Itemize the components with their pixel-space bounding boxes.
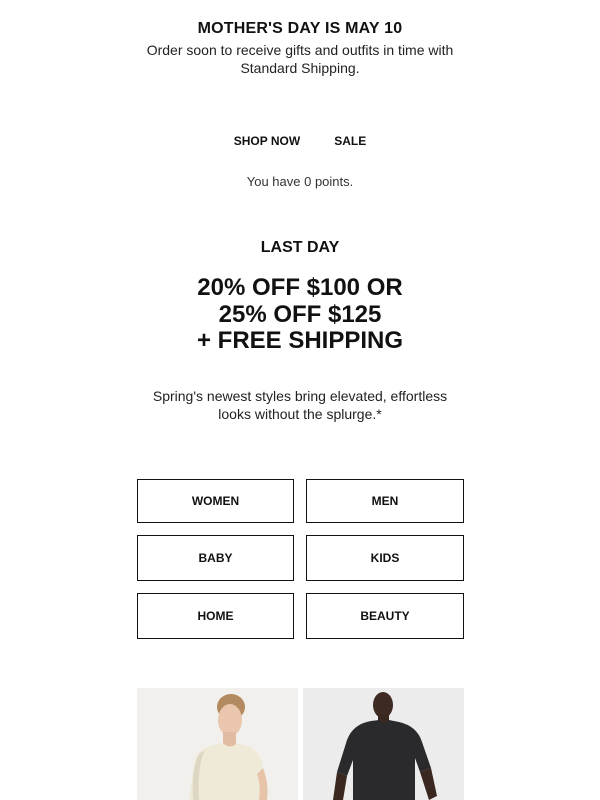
offer-line-3: + FREE SHIPPING <box>196 327 404 354</box>
woman-in-cream-top-image <box>137 688 298 800</box>
offer-line-2: 25% OFF $125 <box>218 300 382 328</box>
mothers-day-subtitle: Order soon to receive gifts and outfits in time with Standard Shipping. <box>146 42 454 76</box>
category-beauty-button[interactable]: BEAUTY <box>306 593 464 639</box>
last-day-label: LAST DAY <box>260 239 340 256</box>
category-baby-button[interactable]: BABY <box>137 535 294 581</box>
sale-link[interactable]: SALE <box>334 134 367 148</box>
top-nav-links <box>0 134 600 148</box>
men-model-photo[interactable] <box>303 688 464 800</box>
points-balance: You have 0 points. <box>246 174 354 189</box>
mothers-day-heading: MOTHER'S DAY IS MAY 10 <box>197 20 403 37</box>
category-men-button[interactable]: MEN <box>306 479 464 523</box>
category-grid <box>137 479 464 639</box>
category-kids-button[interactable]: KIDS <box>306 535 464 581</box>
category-home-button[interactable]: HOME <box>137 593 294 639</box>
offer-line-1: 20% OFF $100 OR <box>197 274 403 301</box>
offer-headline[interactable] <box>0 275 600 355</box>
man-in-black-tee-image <box>303 688 464 800</box>
shop-now-link[interactable]: SHOP NOW <box>233 134 301 148</box>
promo-description: Spring's newest styles bring elevated, effortless looks without the splurge.* <box>152 388 448 422</box>
category-women-button[interactable]: WOMEN <box>137 479 294 523</box>
women-model-photo[interactable] <box>137 688 298 800</box>
product-photo-row <box>137 688 464 800</box>
